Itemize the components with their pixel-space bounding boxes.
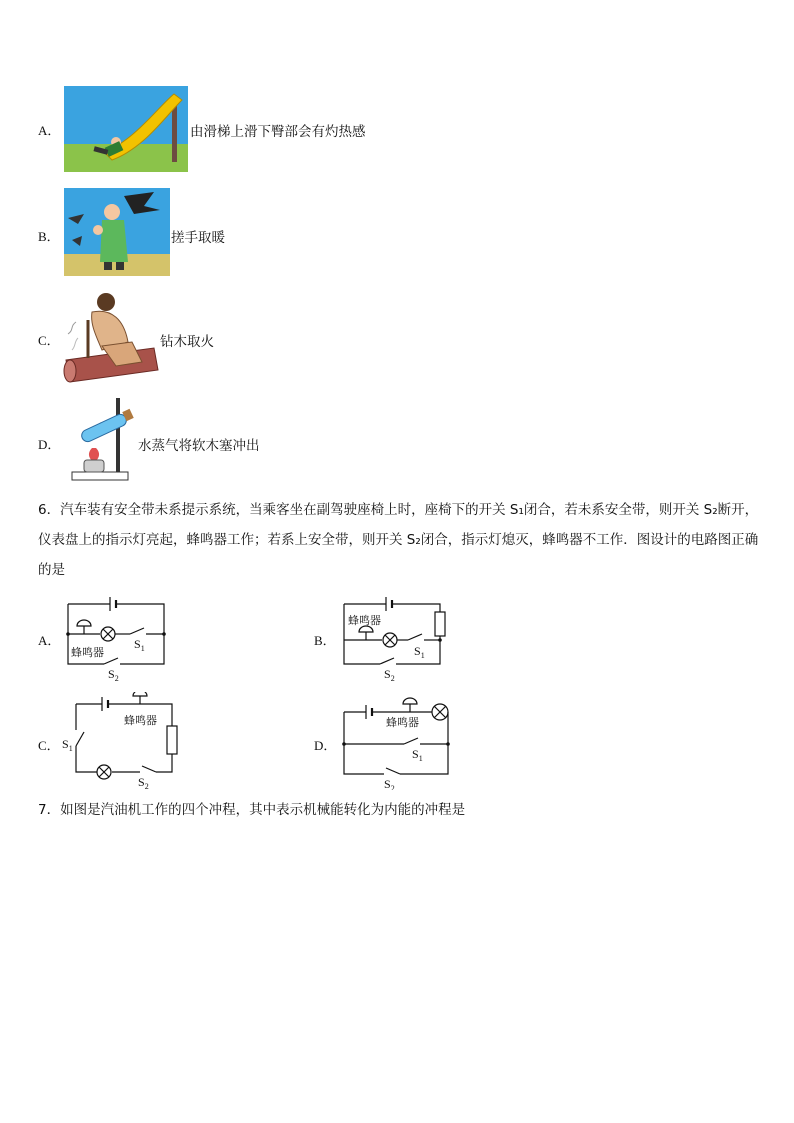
circuit-a-s1-label: $S_1$ [134,637,145,653]
option-c-text: 钻木取火 [160,334,214,350]
option-a-text: 由滑梯上滑下臀部会有灼热感 [190,124,366,140]
circuit-b-letter: B． [314,633,336,648]
circuit-d-s1-label: $S_1$ [412,747,423,763]
circuit-d-buzzer-label: 蜂鸣器 [386,716,419,729]
circuit-diagram-d [336,692,456,790]
option-b-text: 搓手取暖 [171,230,225,246]
question-7-stem: 7．如图是汽油机工作的四个冲程，其中表示机械能转化为内能的冲程是 [38,802,466,818]
circuit-a-s2-label: $S_2$ [108,667,119,683]
circuit-a-buzzer-label: 蜂鸣器 [71,646,104,659]
rubbing-hands-picture [64,188,170,276]
option-b-letter: B． [38,229,60,244]
option-c-letter: C． [38,333,60,348]
circuit-diagram-a [60,592,170,684]
slide-picture [64,86,188,172]
circuit-d-letter: D． [314,738,337,753]
circuit-diagram-c [60,692,180,790]
circuit-diagram-b [336,592,448,684]
option-d-letter: D． [38,437,61,452]
circuit-c-buzzer-label: 蜂鸣器 [124,714,157,727]
circuit-b-buzzer-label: 蜂鸣器 [348,614,381,627]
circuit-a-letter: A． [38,633,61,648]
test-tube-cork-picture [66,396,140,482]
circuit-d-s2-label: $S_2$ [384,777,395,790]
circuit-b-s1-label: $S_1$ [414,644,425,660]
question-6-stem: 6．汽车装有安全带未系提示系统，当乘客坐在副驾驶座椅上时，座椅下的开关 S₁闭合，若未系安全带，则开关 S₂断开，仪表盘上的指示灯亮起，蜂鸣器工作；若系上安全带，则开关 S₂闭合，指示灯熄灭，蜂鸣器不工作．图设计的电路图正确的是 [38,502,759,578]
drilling-wood-fire-picture [62,290,160,384]
option-d-text: 水蒸气将软木塞冲出 [138,438,260,454]
circuit-c-letter: C． [38,738,60,753]
circuit-c-s2-label: $S_2$ [138,775,149,790]
circuit-c-s1-label: $S_1$ [62,737,73,753]
option-a-letter: A． [38,123,61,138]
circuit-b-s2-label: $S_2$ [384,667,395,683]
